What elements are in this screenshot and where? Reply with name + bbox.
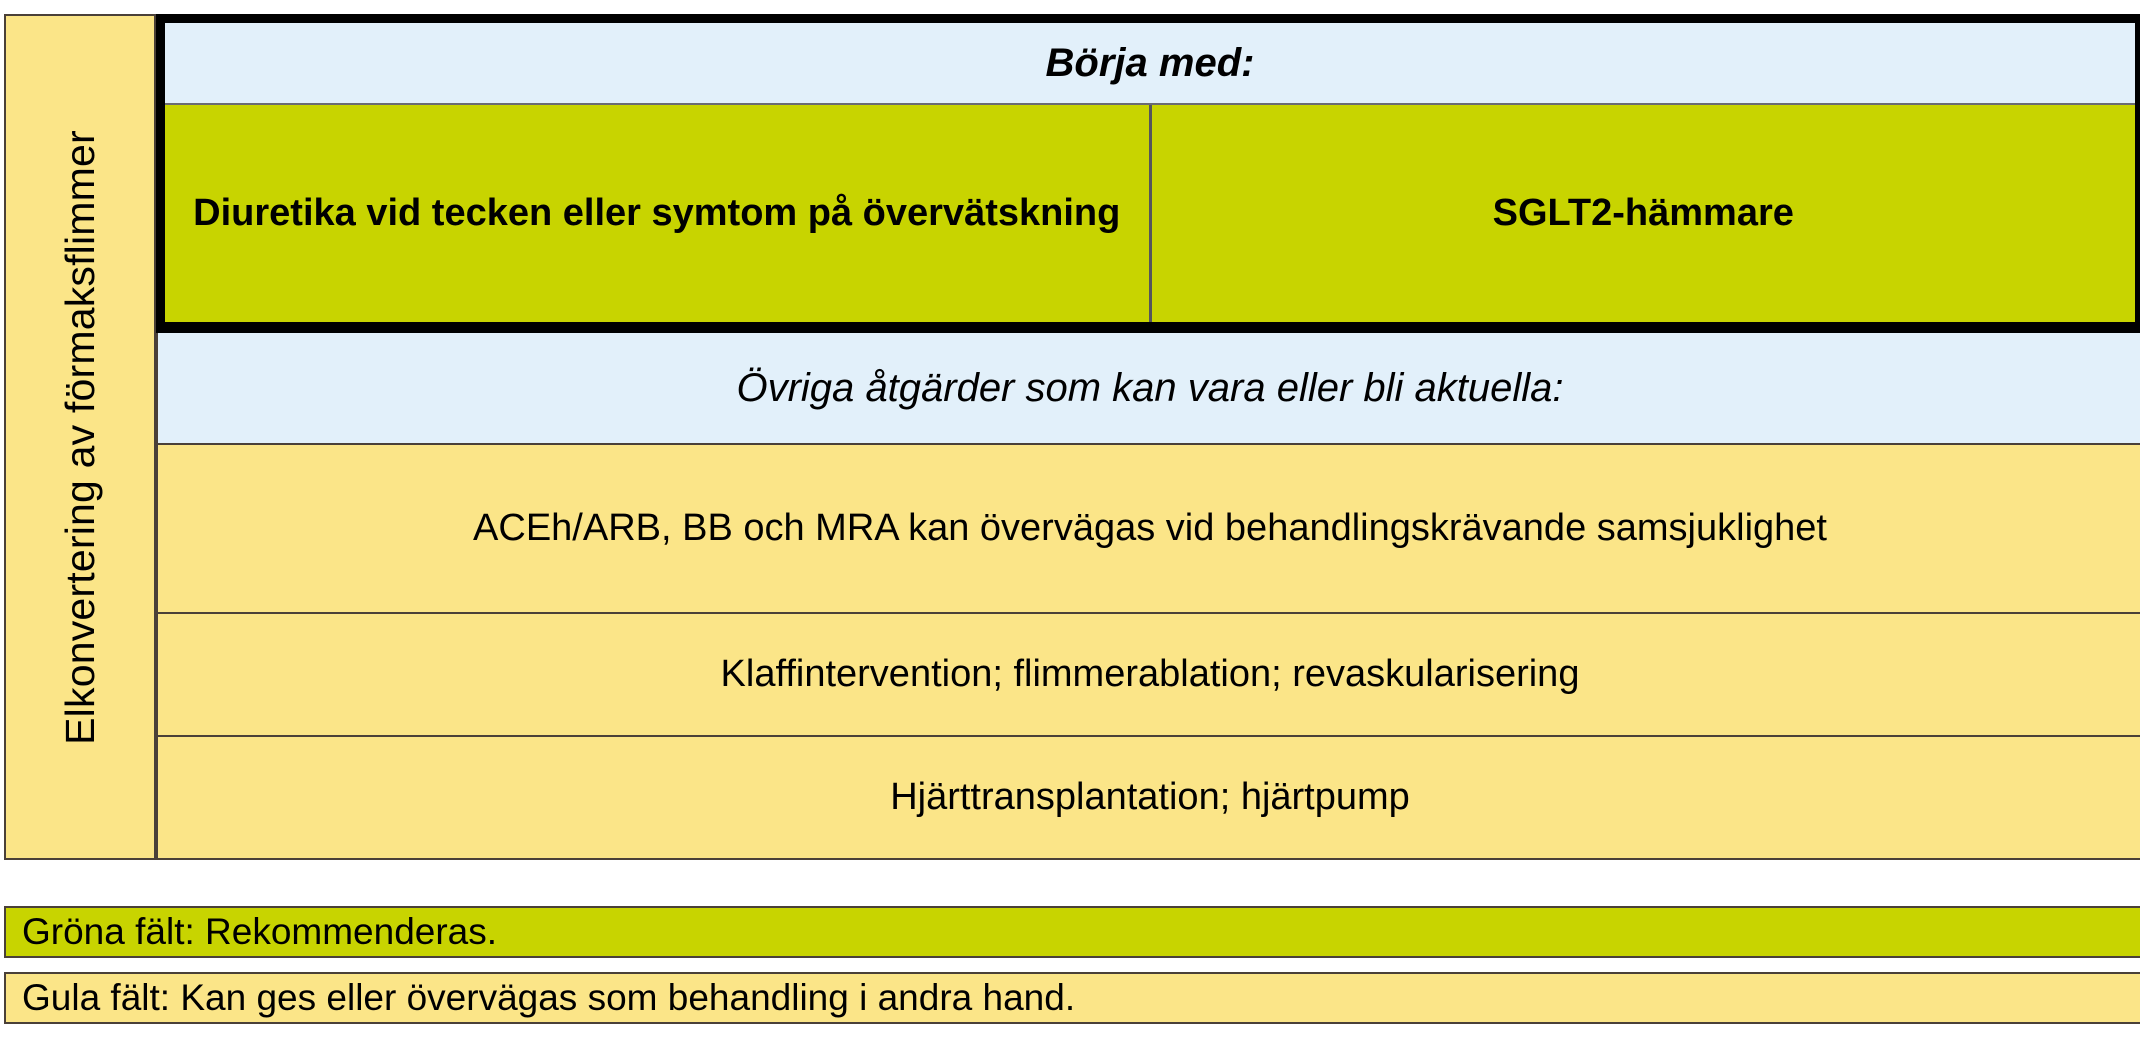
- start-with-header: Börja med:: [165, 23, 2135, 105]
- start-option-diuretics: Diuretika vid tecken eller symtom på övervätskning: [165, 105, 1149, 322]
- legend-green: Gröna fält: Rekommenderas.: [4, 906, 2140, 958]
- other-measure-row-medication: ACEh/ARB, BB och MRA kan övervägas vid behandlingskrävande samsjuklighet: [156, 445, 2140, 614]
- start-with-block: [156, 14, 2140, 333]
- legend-yellow: Gula fält: Kan ges eller övervägas som behandling i andra hand.: [4, 972, 2140, 1024]
- start-with-options-row: [165, 105, 2135, 322]
- other-measures-header: Övriga åtgärder som kan vara eller bli aktuella:: [156, 333, 2140, 445]
- sidebar-category-cell: [4, 14, 156, 860]
- treatment-table: [4, 14, 2140, 860]
- start-option-sglt2: SGLT2-hämmare: [1149, 105, 2136, 322]
- legend: [4, 906, 2140, 1024]
- table-rows: [156, 14, 2140, 860]
- other-measure-row-transplant: Hjärttransplantation; hjärtpump: [156, 737, 2140, 860]
- sidebar-category-label: Elkonvertering av förmaksflimmer: [56, 129, 103, 745]
- other-measure-row-intervention: Klaffintervention; flimmerablation; revaskularisering: [156, 614, 2140, 737]
